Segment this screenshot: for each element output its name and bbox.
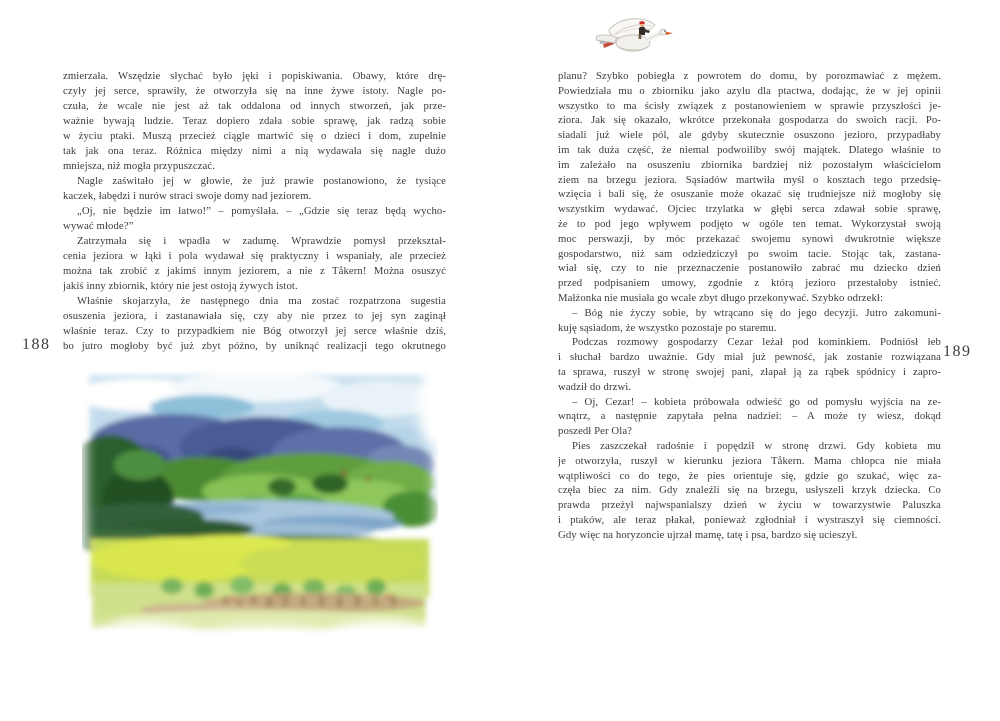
text-line: czyły jej serce, sprawiły, że otworzyła się na inne żywe istoty. Nagle po-: [63, 85, 446, 97]
text-line: ziem na brzegu jeziora. Sąsiadów martwiła myśl o kosztach tego przedsię-: [558, 173, 941, 186]
text-line: ta sprawa, ruszył w stronę swojej pani, złapał ją za rąbek spódnicy i zapro-: [558, 365, 941, 378]
text-line: Zatrzymała się i wpadła w zadumę. Wprawdzie pomysł przekształ-: [77, 235, 446, 247]
text-line: poszedł Per Ola?: [558, 425, 633, 438]
text-line: ziora. Jak się okazało, wkrótce przekonała gospodarza do swoich racji. Po-: [558, 114, 941, 127]
text-line: – Bóg nie życzy sobie, by wtrącano się do jego decyzji. Jutro zakomuni-: [572, 306, 941, 319]
text-line: je otworzyła, ruszył w kierunku jeziora Tåkern. Mama chłopca nie miała: [558, 454, 941, 467]
text-line: i słuchał bardzo uważnie. Gdy miał już pewność, jak zostanie rozwiązana: [558, 351, 941, 364]
landscape-watercolor-svg: [82, 367, 438, 645]
text-line: „Oj, nie będzie im łatwo!” – pomyślała. – „Gdzie się teraz będą wycho-: [77, 205, 446, 217]
text-line: wzięcia i bali się, że osuszanie może okazać się trudniejsze niż mogłoby się: [558, 188, 941, 201]
text-line: bo jutro mogłoby być już zbyt późno, by uniknąć realizacji tego okrutnego: [63, 340, 446, 352]
text-line: Gdy więc na horyzoncie ujrzał mamę, tatę i psa, bardzo się ucieszył.: [558, 528, 858, 541]
text-line: tak jak ona teraz. Różnica między nimi a nią wydawała się nagle dużo: [63, 145, 446, 157]
text-line: i ptaków, ale teraz płakał, ponieważ zgłodniał i wystraszył się ciemności.: [558, 513, 941, 526]
text-line: częła biec za nim. Gdy znaleźli się na brzegu, usłyszeli krzyk dziecka. Co: [558, 484, 941, 497]
text-line: kuję sąsiadom, że wszystko pozostaje po staremu.: [558, 321, 777, 334]
text-line: im tak duża część, że niemal podwoiliby swój majątek. Dlatego właśnie to: [558, 143, 941, 156]
text-line: Powiedziała mu o zbiorniku jako azylu dla ptactwa, dodając, że w jej opinii: [558, 84, 941, 97]
text-line: gospodarstwo, niż sam odziedziczył po swoim tacie. Stojąc tak, zastana-: [558, 247, 941, 260]
text-line: wywać młode?”: [63, 220, 134, 232]
text-line: siadali już wiele pól, ale gdyby skutecznie osuszono jezioro, przypadłaby: [558, 129, 941, 142]
text-line: kaczek, łabędzi i nurów straci swoje domy nad jeziorem.: [63, 190, 312, 202]
text-line: mniejsza, niż mogła przypuszczać.: [63, 160, 215, 172]
page-number-right: 189: [943, 343, 972, 360]
landscape-watercolor-illustration: [82, 367, 438, 645]
text-line: że to pod jego wpływem podjęto w ogóle ten temat. Wykorzystał swoją: [558, 217, 941, 230]
text-line: cenia jeziora w łąki i pola wydawał się praktyczny i wspaniały, ale przecież: [63, 250, 446, 262]
text-line: osuszenia jeziora, i zastanawiała się, czy aby nie przez to jej syn zaginął: [63, 310, 446, 322]
text-line: – Oj, Cezar! – kobieta próbowała odwieść go od pomysłu wyjścia na ze-: [572, 395, 941, 408]
text-line: jakiś inny zbiornik, który nie jest ostoją żywych istot.: [63, 280, 298, 292]
text-line: w życiu ptaki. Muszą przecież ciągle martwić się o dzieci i dom, zupełnie: [63, 130, 446, 142]
text-line: im zależało na osuszeniu zbiornika bardziej niż pozostałym właścicielom: [558, 158, 941, 171]
text-line: wszystko to ma ścisły związek z postanowieniem w sprawie przyszłości je-: [558, 99, 941, 112]
text-line: czuła, że wcale nie jest aż tak oddalona od innych stworzeń, jak prze-: [63, 100, 446, 112]
text-line: moc perswazji, by móc przekazać swojemu synowi dwukrotnie większe: [558, 232, 941, 245]
goose-rider-vignette: [589, 14, 675, 62]
text-line: właśnie teraz. Czy to przypadkiem nie Bóg otworzył jej serce właśnie dziś,: [63, 325, 446, 337]
text-line: prawda przeżył najwspanialszy dzień w życiu w towarzystwie Paluszka: [558, 499, 941, 512]
text-line: wszystkim wydawać. Ojciec trzylatka w głębi serca zdawał sobie sprawę,: [558, 203, 941, 216]
text-line: przed podpisaniem umowy, zgodnie z którą jezioro przestałoby istnieć.: [558, 277, 941, 290]
text-line: wiał się, czy to nie przeznaczenie postanowiło zabrać mu dziecko dzień: [558, 262, 941, 275]
text-line: zmierzała. Wszędzie słychać było jęki i popiskiwania. Obawy, które drę-: [63, 70, 446, 82]
text-line: Pies zaszczekał radośnie i popędził w stronę drzwi. Gdy kobieta mu: [572, 439, 941, 452]
text-line: Podczas rozmowy gospodarzy Cezar leżał pod kominkiem. Podniósł łeb: [572, 336, 941, 349]
text-line: Małżonka nie musiała go wcale zbyt długo przekonywać. Szybko odrzekł:: [558, 291, 884, 304]
text-line: ważnie bywają ludzie. Teraz dopiero zdała sobie sprawę, jak radzą sobie: [63, 115, 446, 127]
text-line: wątpliwości co do tego, że pies orientuje się, gdzie go szukać, więc za-: [558, 469, 941, 482]
text-line: Nagle zaświtało jej w głowie, że już prawie postanowiono, że tysiące: [77, 175, 446, 187]
goose-rider-svg: [589, 14, 675, 62]
text-line: Właśnie skojarzyła, że następnego dnia ma zostać rozpatrzona sugestia: [77, 295, 446, 307]
right-page-text-column: [558, 69, 941, 543]
text-line: wadził do drzwi.: [558, 380, 632, 393]
left-page-text-column: [63, 69, 446, 354]
text-line: planu? Szybko pobiegła z powrotem do domu, by porozmawiać z mężem.: [558, 70, 941, 82]
page-number-left: 188: [22, 336, 51, 353]
text-line: można tak zrobić z jakimś innym jeziorem, a nie z Tåkern! Można osuszyć: [63, 265, 446, 277]
text-line: wnątrz, a następnie zapytała pełna nadziei: – A może ty wiesz, dokąd: [558, 410, 941, 423]
